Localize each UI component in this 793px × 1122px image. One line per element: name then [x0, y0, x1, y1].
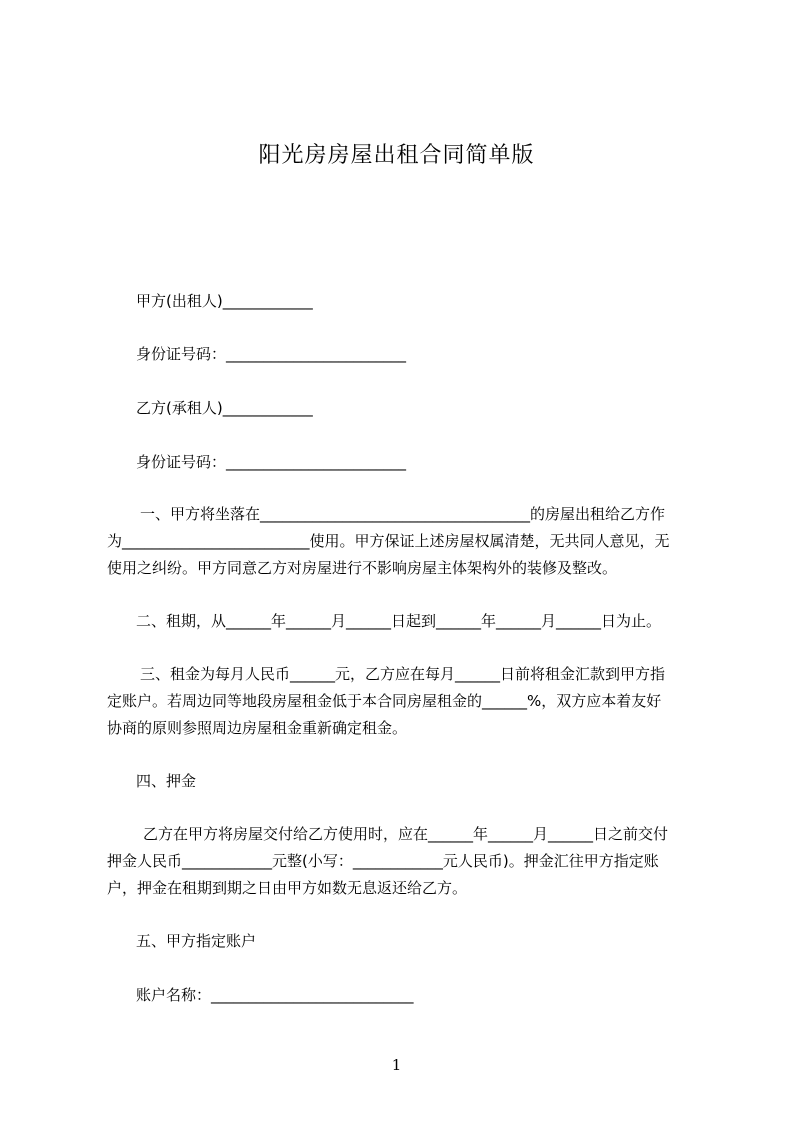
party-b-line: 乙方(承租人)____________ [136, 399, 313, 417]
clause-3-line-1: 三、租金为每月人民币______元，乙方应在每月______日前将租金汇款到甲方指 [140, 665, 666, 683]
account-name-line: 账户名称：___________________________ [136, 986, 414, 1004]
clause-3-line-3: 协商的原则参照周边房屋租金重新确定租金。 [107, 719, 408, 737]
clause-1-line-1: 一、甲方将坐落在____________________________________的房屋出租给乙方作 [140, 505, 666, 523]
clause-4-line-2: 押金人民币____________元整(小写：____________元人民币)。押金汇往甲方指定账 [107, 852, 659, 870]
clause-2-line: 二、租期，从______年______月______日起到______年______月______日为止。 [136, 612, 662, 630]
clause-1-line-3: 使用之纠纷。甲方同意乙方对房屋进行不影响房屋主体架构外的装修及整改。 [107, 559, 618, 577]
party-a-id-line: 身份证号码：________________________ [136, 345, 407, 363]
party-a-line: 甲方(出租人)____________ [136, 292, 313, 310]
party-b-id-line: 身份证号码：________________________ [136, 453, 407, 471]
page-number: 1 [391, 1056, 402, 1074]
clause-4-line-1: 乙方在甲方将房屋交付给乙方使用时，应在______年______月______日之前交付 [143, 825, 669, 843]
clause-5-heading: 五、甲方指定账户 [136, 932, 257, 950]
clause-1-line-2: 为_________________________使用。甲方保证上述房屋权属清楚，无共同人意见，无 [107, 532, 670, 550]
document-title: 阳光房房屋出租合同简单版 [258, 143, 535, 168]
clause-4-heading: 四、押金 [136, 772, 197, 790]
clause-3-line-2: 定账户。若周边同等地段房屋租金低于本合同房屋租金的______%，双方应本着友好 [107, 692, 662, 710]
clause-4-line-3: 户，押金在租期到期之日由甲方如数无息返还给乙方。 [107, 879, 468, 897]
